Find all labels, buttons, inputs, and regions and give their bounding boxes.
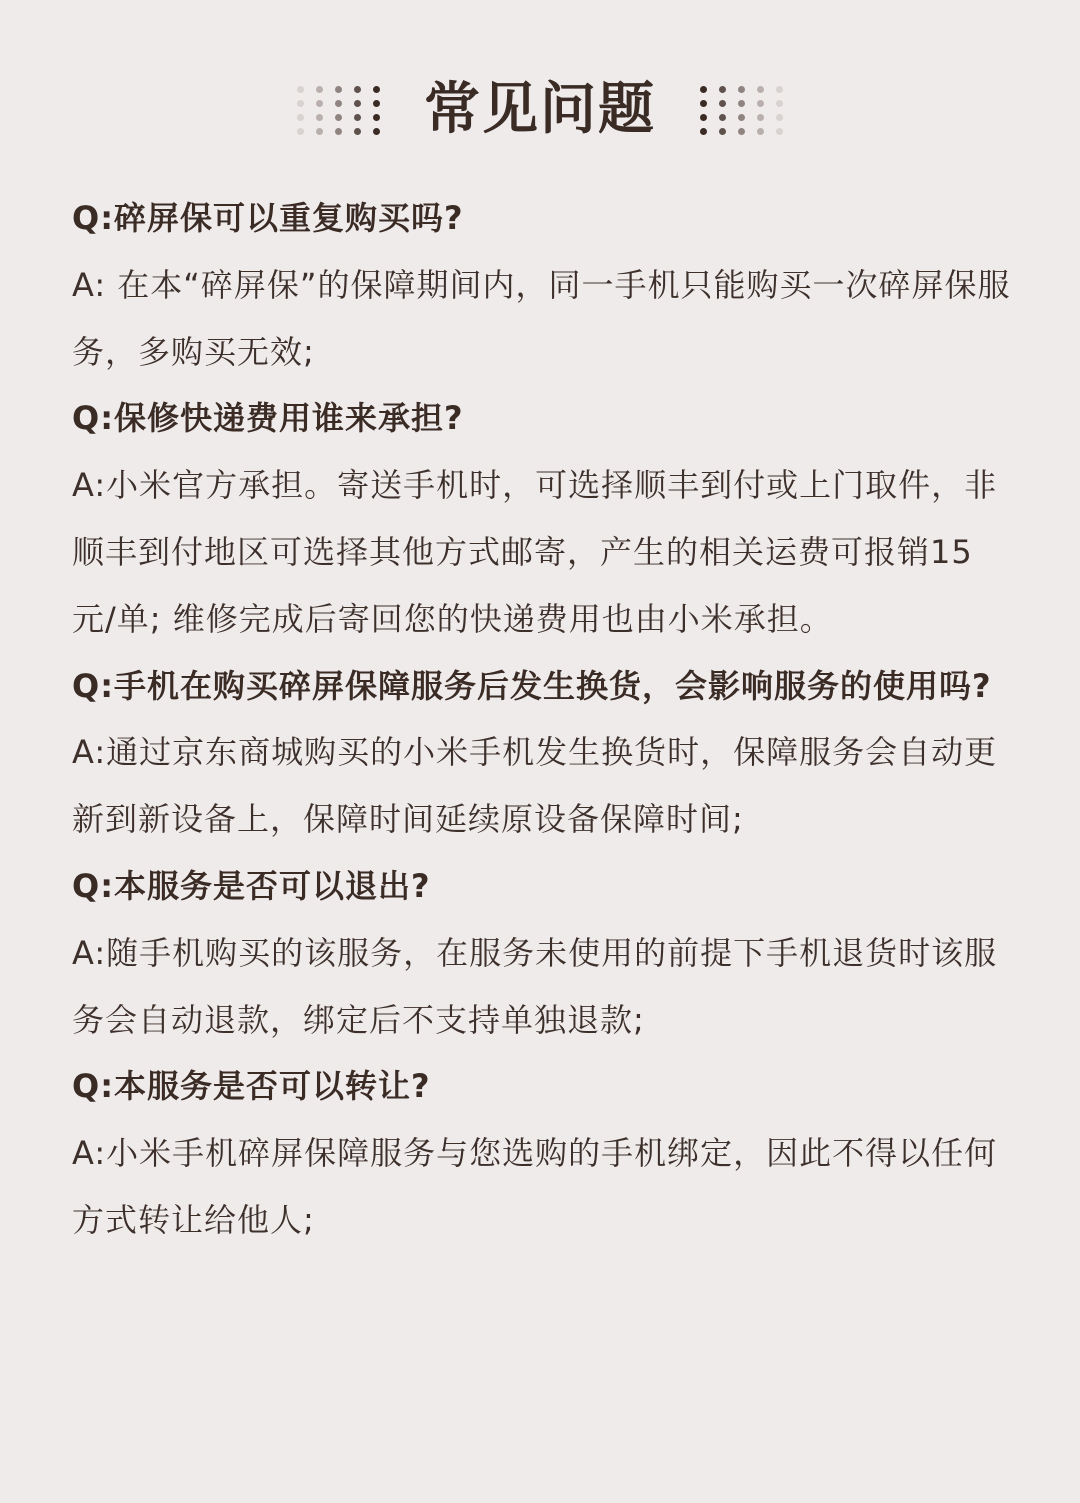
right-dots-decoration (700, 86, 783, 135)
faq-answer: A:小米官方承担。寄送手机时，可选择顺丰到付或上门取件，非顺丰到付地区可选择其他方式邮寄，产生的相关运费可报销15元/单; 维修完成后寄回您的快递费用也由小米承担。 (72, 466, 998, 638)
faq-question: Q:碎屏保可以重复购买吗? (72, 199, 464, 237)
faq-answer: A:随手机购买的该服务，在服务未使用的前提下手机退货时该服务会自动退款，绑定后不支持单独退款; (72, 933, 998, 1039)
faq-answer: A:小米手机碎屏保障服务与您选购的手机绑定，因此不得以任何方式转让给他人; (72, 1134, 998, 1239)
faq-item (72, 385, 1012, 652)
faq-question: Q:保修快递费用谁来承担? (72, 399, 464, 438)
page-title: 常见问题 (424, 77, 656, 142)
faq-item (72, 1053, 1012, 1253)
faq-item (72, 185, 1012, 385)
faq-question: Q:本服务是否可以转让? (72, 1067, 431, 1106)
faq-answer: A: 在本“碎屏保”的保障期间内，同一手机只能购买一次碎屏保服务，多购买无效; (72, 265, 1011, 371)
faq-item (72, 853, 1012, 1053)
page-header (0, 70, 1080, 150)
faq-question: Q:手机在购买碎屏保障服务后发生换货，会影响服务的使用吗? (72, 666, 992, 705)
faq-question: Q:本服务是否可以退出? (72, 866, 431, 905)
faq-answer: A:通过京东商城购买的小米手机发生换货时，保障服务会自动更新到新设备上，保障时间延续原设备保障时间; (72, 733, 998, 839)
faq-list (72, 185, 1012, 1254)
left-dots-decoration (297, 86, 380, 135)
faq-item (72, 653, 1012, 853)
